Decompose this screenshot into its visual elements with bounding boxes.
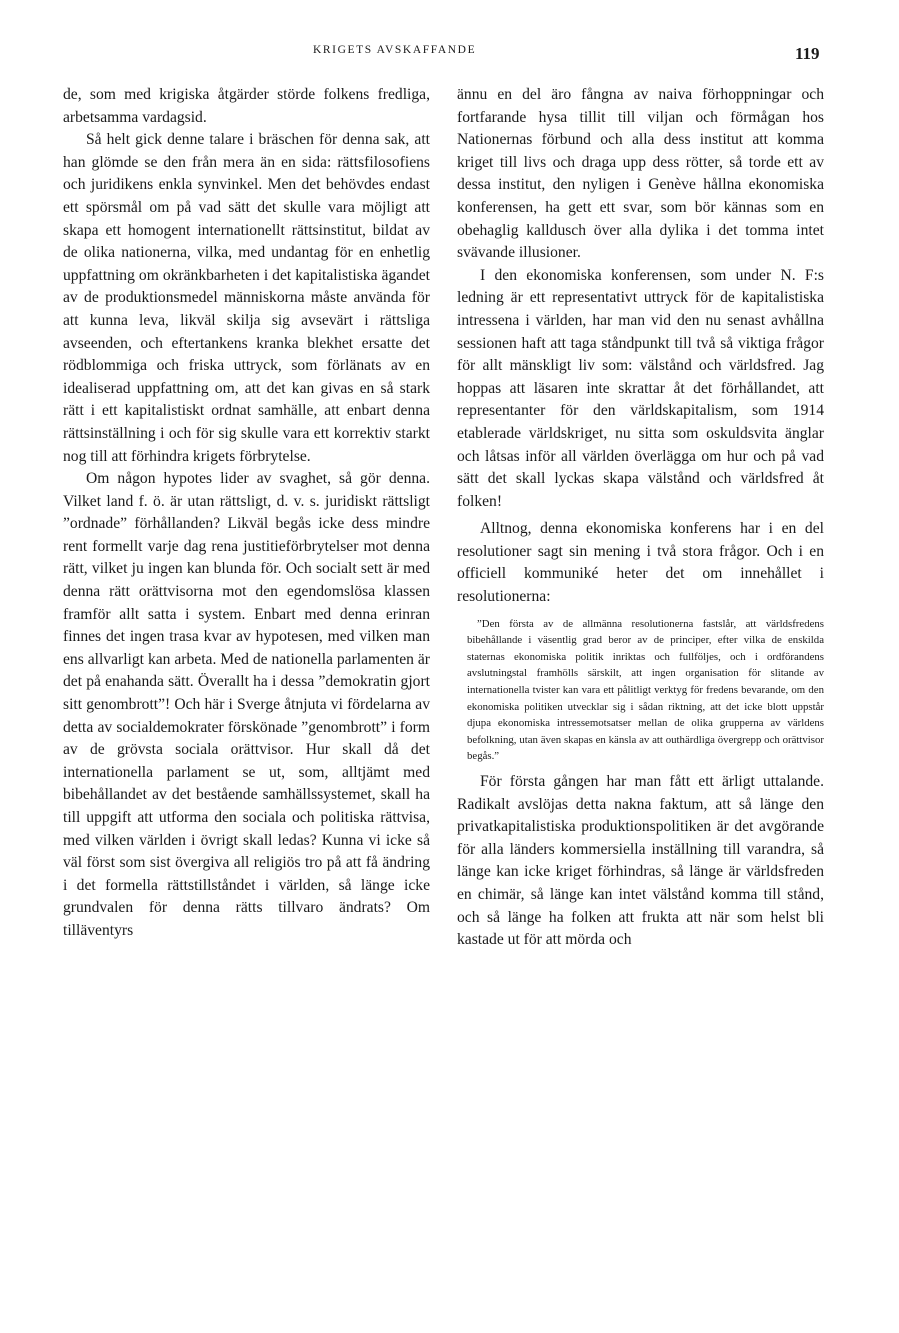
running-title: KRIGETS AVSKAFFANDE	[313, 44, 477, 56]
quote-text: ”Den första av de allmänna resolutionerna fastslår, att världsfredens bibehållande i väsentlig grad beror av de principer, efter vilka de enskilda staternas ekonomiska politik inriktas och fullföljes, och i ordförandens avslutningstal framhölls särskilt, att ingen organisation för slitande av internationella tvister kan vara ett pålitligt verktyg för fredens bevarande, om den ekonomiska politiken utvecklar sig i sådan riktning, att det icke blott uppstår djupa ekonomiska intressemotsatser mellan de olika grupperna av världens befolkning, utan även skapas en känsla av att outhärdliga övergrepp och orättvisor begås.”	[467, 617, 824, 763]
paragraph: I den ekonomiska konferensen, som under N. F:s ledning är ett representativt uttryck för de kapitalistiska intressena i världen, har man vid den nu senast avhållna sessionen haft att taga ståndpunkt till två så viktiga frågor för allt mänskligt liv som: välstånd och världsfred. Jag hoppas att läsaren inte skrattar åt det förhållandet, att representanter för den världskapitalism, som 1914 etablerade världskriget, nu sitta som oskuldsvita änglar och låtsas inför all världen överlägga om hur och på vad sätt det skall lyckas skapa välstånd och världsfred åt folken!	[457, 266, 824, 510]
block-quote	[457, 616, 824, 765]
paragraph: För första gången har man fått ett ärligt uttalande. Radikalt avslöjas detta nakna faktum, att så länge den privatkapitalistiska produktionspolitiken är det avgörande för alla länders kommersiella inställning till varandra, så länge kan icke kriget förhindras, så länge är världsfreden en chimär, så länge kan intet välstånd komma till stånd, och så länge ha folken att frukta att när som helst bli kastade ut för att mörda och	[457, 773, 824, 949]
right-column	[457, 84, 824, 952]
paragraph: de, som med krigiska åtgärder störde folkens fredliga, arbetsamma vardagsid.	[63, 86, 430, 126]
page-number: 119	[795, 44, 820, 63]
paragraph: Så helt gick denne talare i bräschen för denna sak, att han glömde se den från mera än en sida: rättsfilosofiens och juridikens enkla synvinkel. Men det behövdes endast ett spörsmål om på vad sätt det skulle vara möjligt att skapa ett homogent internationellt rättsinstitut, bildat av de olika nationerna, vilka, med undantag för en enhetlig uppfattning om okränkbarheten i det kapitalistiska ägandet av de produktionsmedel människorna måste använda för att kunna leva, likväl skilja sig avsevärt i rättsliga avseenden, och eftertankens kranka blekhet ersatte det rödblommiga och friska uttryck, som förlänats av en idealiserad uppfattning om, att det kan givas en så stark rätt i ett kapitalistiskt ordnat samhälle, att enbart denna rättsinställning i och för sig skulle vara ett korrektiv starkt nog till att förhindra krigets förbrytelse.	[63, 131, 430, 465]
left-column	[63, 84, 430, 943]
paragraph: Om någon hypotes lider av svaghet, så gör denna. Vilket land f. ö. är utan rättsligt, d. v. s. juridiskt rättsligt ”ordnade” förhållanden? Likväl begås icke dess mindre rent formellt varje dag rena justitieförbrytelser mot denna rätt, vilket ju ingen kan blunda för. Och socialt sett är med denna rätt orättvisorna mot den egendomslösa klassen framför allt satta i system. Enbart med denna erinran finnes det ingen trasa kvar av hypotesen, med vilken man ens allvarligt kan arbeta. Med de nationella parlamenten är det på enahanda sätt. Överallt ha i dessa ”demokratin gjort sitt genombrott”! Och här i Sverge åtnjuta vi fördelarna av detta av socialdemokrater förskönade ”genombrott” i form av de grövsta sociala orättvisor. Hur skall då det internationella parlament se ut, som, alltjämt med bibehållandet av det bestående samhällssystemet, skall ha till uppgift att utforma den sociala och politiska rättvisa, med vilken världen i övrigt skall ledas? Kunna vi icke så väl först som sist övergiva all religiös tro på att få ändring i det formella rättstillståndet i världen, så länge icke grundvalen för denna rätts tillvaro ändrats? Om tilläventyrs	[63, 470, 430, 939]
paragraph: Alltnog, denna ekonomiska konferens har i en del resolutioner sagt sin mening i två stora frågor. Och i en officiell kommuniké heter det om innehållet i resolutionerna:	[457, 520, 824, 606]
paragraph: ännu en del äro fångna av naiva förhoppningar och fortfarande hysa tillit till viljan och förmågan hos Nationernas förbund och alla dess institut att komma kriget till livs och draga upp dess rötter, så torde ett av dessa institut, den nyligen i Genève hållna ekonomiska konferensen, ha gett ett svar, som bör kännas som en obehaglig kalldusch över alla dylika i det tomma intet svävande illusioner.	[457, 86, 824, 262]
